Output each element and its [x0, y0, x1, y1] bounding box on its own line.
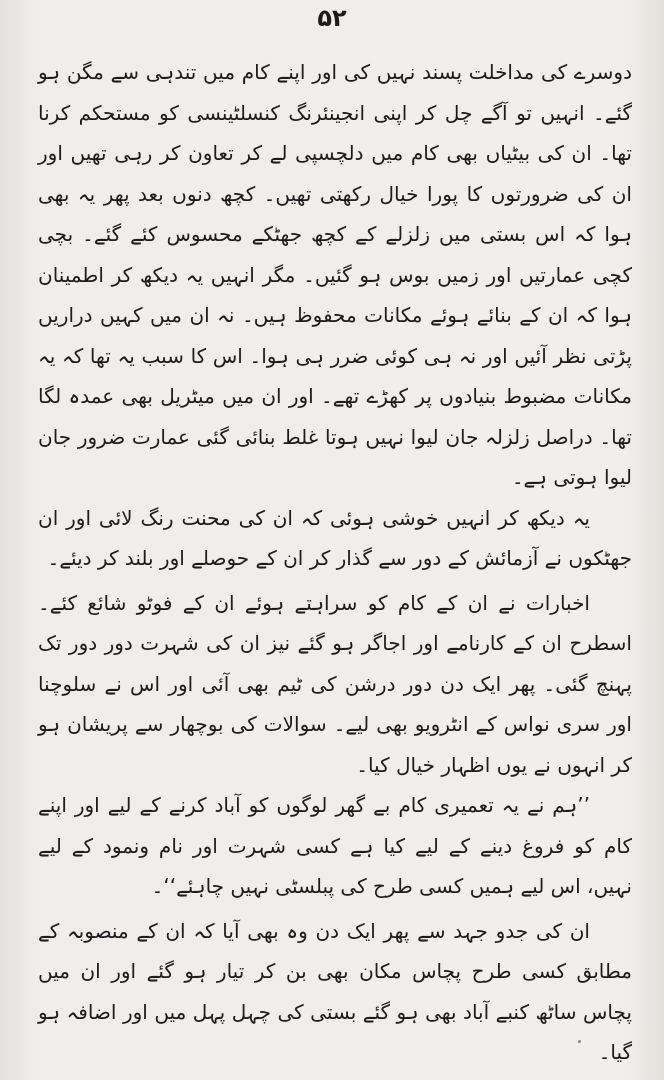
paragraph-3: اخبارات نے ان کے کام کو سراہتے ہوئے ان کے فوٹو شائع کئے۔ اسطرح ان کے کارنامے اور اجاگر ہو گئے نیز ان کی شہرت دور دور تک پہنچ گئی۔ پھر ایک دن دور درشن کی ٹیم بھی آئی اور اس نے سلوچنا اور سری نواس کے انٹرویو بھی لیے۔ سوالات کی بوچھار سے پریشان ہو کر انہوں نے یوں اظہار خیال کیا۔ [38, 590, 632, 777]
page-body [38, 52, 632, 1073]
paragraph-5: ان کی جدو جہد سے پھر ایک دن وہ بھی آیا کہ ان کے منصوبہ کے مطابق کسی طرح پچاس مکان بھی بن کر تیار ہو گئے اور ان میں پچاس ساٹھ کنبے آباد بھی ہو گئے بستی کی چہل پہل میں اور اضافہ ہو گیا۔ [38, 918, 632, 1064]
paragraph-2: یہ دیکھ کر انہیں خوشی ہوئی کہ ان کی محنت رنگ لائی اور ان جھٹکوں نے آزمائش کے دور سے گذار کر ان کے حوصلے اور بلند کر دیئے۔ [38, 505, 632, 570]
paragraph-1: دوسرے کی مداخلت پسند نہیں کی اور اپنے کام میں تندہی سے مگن ہو گئے۔ انہیں تو آگے چل کر اپنی انجینئرنگ کنسلٹینسی کو مستحکم کرنا تھا۔ ان کی بیٹیاں بھی کام میں دلچسپی لے کر تعاون کر رہی تھیں اور ان کی ضرورتوں کا پورا خیال رکھتی تھیں۔ کچھ دنوں بعد پھر یہ بھی ہوا کہ اس بستی میں زلزلے کے کچھ جھٹکے محسوس کئے گئے۔ بچی کچی عمارتیں اور زمیں بوس ہو گئیں۔ مگر انہیں یہ دیکھ کر اطمینان ہوا کہ ان کے بنائے ہوئے مکانات محفوظ ہیں۔ نہ ان میں کہیں دراریں پڑتی نظر آئیں اور نہ ہی کوئی ضرر ہی ہوا۔ اس کا سبب یہ تھا کہ یہ مکانات مضبوط بنیادوں پر کھڑے تھے۔ اور ان میں میٹریل بھی عمدہ لگا تھا۔ دراصل زلزلہ جان لیوا نہیں ہوتا غلط بنائی گئی عمارت ضرور جان لیوا ہوتی ہے۔ [38, 60, 632, 489]
paper-speck [578, 1040, 581, 1043]
page-number: ۵۲ [317, 4, 347, 32]
paragraph-4-quote: ’’ہم نے یہ تعمیری کام بے گھر لوگوں کو آباد کرنے کے لیے اور اپنے کام کو فروغ دینے کے لیے کیا ہے کسی شہرت اور نام ونمود کے لیے نہیں، اس لیے ہمیں کسی طرح کی پبلسٹی نہیں چاہئے‘‘۔ [38, 793, 632, 898]
